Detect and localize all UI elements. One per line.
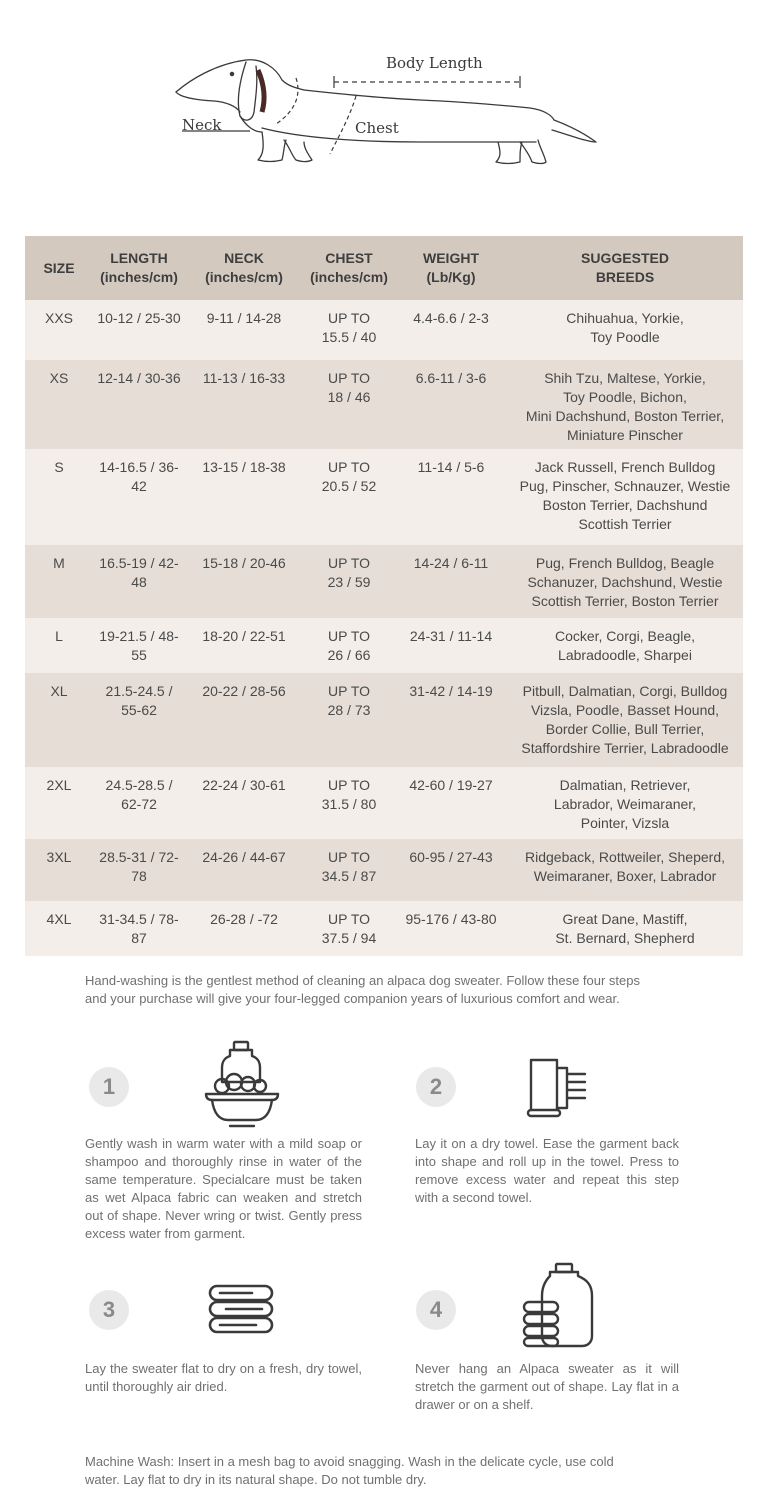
weight-cell: 6.6-11 / 3-6 xyxy=(395,360,507,449)
neck-cell: 11-13 / 16-33 xyxy=(185,360,303,449)
breeds-cell: Chihuahua, Yorkie, Toy Poodle xyxy=(507,300,743,360)
header-neck: NECK (inches/cm) xyxy=(185,236,303,300)
breeds-cell: Shih Tzu, Maltese, Yorkie, Toy Poodle, Bichon, Mini Dachshund, Boston Terrier, Miniature Pinscher xyxy=(507,360,743,449)
weight-cell: 4.4-6.6 / 2-3 xyxy=(395,300,507,360)
measurement-diagram xyxy=(0,0,768,200)
length-cell: 16.5-19 / 42-48 xyxy=(93,545,185,618)
breeds-cell: Ridgeback, Rottweiler, Sheperd, Weimaraner, Boxer, Labrador xyxy=(507,839,743,901)
length-cell: 28.5-31 / 72-78 xyxy=(93,839,185,901)
chest-cell: UP TO 23 / 59 xyxy=(303,545,395,618)
weight-cell: 31-42 / 14-19 xyxy=(395,673,507,767)
table-row xyxy=(25,449,743,545)
size-cell: S xyxy=(25,449,93,545)
table-row xyxy=(25,901,743,956)
weight-cell: 11-14 / 5-6 xyxy=(395,449,507,545)
table-row xyxy=(25,767,743,839)
table-row xyxy=(25,673,743,767)
chest-cell: UP TO 26 / 66 xyxy=(303,618,395,673)
chest-cell: UP TO 20.5 / 52 xyxy=(303,449,395,545)
neck-label: Neck xyxy=(182,116,222,134)
bottle-stack-icon xyxy=(520,1262,596,1348)
table-row xyxy=(25,618,743,673)
breeds-cell: Pug, French Bulldog, Beagle Schanuzer, Dachshund, Westie Scottish Terrier, Boston Terrier xyxy=(507,545,743,618)
size-cell: XXS xyxy=(25,300,93,360)
size-cell: XS xyxy=(25,360,93,449)
breeds-cell: Jack Russell, French Bulldog Pug, Pinscher, Schnauzer, Westie Boston Terrier, Dachshund Scottish Terrier xyxy=(507,449,743,545)
step-1-number: 1 xyxy=(89,1067,129,1107)
size-cell: 2XL xyxy=(25,767,93,839)
header-weight: WEIGHT (Lb/Kg) xyxy=(395,236,507,300)
header-breeds: SUGGESTED BREEDS xyxy=(507,236,743,300)
length-cell: 14-16.5 / 36-42 xyxy=(93,449,185,545)
size-cell: L xyxy=(25,618,93,673)
step-1-text: Gently wash in warm water with a mild soap or shampoo and thoroughly rinse in water of the same temperature. Specialcare must be taken as wet Alpaca fabric can weaken and stretch out of shape. Never wring or twist. Gently press excess water from garment. xyxy=(85,1136,362,1241)
dachshund-illustration xyxy=(0,0,768,200)
chest-cell: UP TO 28 / 73 xyxy=(303,673,395,767)
weight-cell: 95-176 / 43-80 xyxy=(395,901,507,956)
step-4-number: 4 xyxy=(416,1290,456,1330)
chest-cell: UP TO 31.5 / 80 xyxy=(303,767,395,839)
weight-cell: 24-31 / 11-14 xyxy=(395,618,507,673)
wash-basin-icon xyxy=(200,1040,284,1128)
length-cell: 31-34.5 / 78-87 xyxy=(93,901,185,956)
neck-cell: 9-11 / 14-28 xyxy=(185,300,303,360)
length-cell: 24.5-28.5 / 62-72 xyxy=(93,767,185,839)
rolled-towel-icon xyxy=(525,1056,589,1118)
header-row xyxy=(25,236,743,300)
header-size: SIZE xyxy=(25,236,93,300)
length-cell: 19-21.5 / 48-55 xyxy=(93,618,185,673)
body-length-label: Body Length xyxy=(386,54,483,72)
chest-cell: UP TO 37.5 / 94 xyxy=(303,901,395,956)
size-chart-table xyxy=(25,236,743,956)
neck-cell: 20-22 / 28-56 xyxy=(185,673,303,767)
step-3-text: Lay the sweater flat to dry on a fresh, dry towel, until thoroughly air dried. xyxy=(85,1361,362,1394)
weight-cell: 60-95 / 27-43 xyxy=(395,839,507,901)
step-4-text: Never hang an Alpaca sweater as it will stretch the garment out of shape. Lay flat in a drawer or on a shelf. xyxy=(415,1361,679,1412)
neck-cell: 26-28 / -72 xyxy=(185,901,303,956)
care-intro: Hand-washing is the gentlest method of cleaning an alpaca dog sweater. Follow these four steps and your purchase will give your four-legged companion years of luxurious comfort and wear. xyxy=(85,973,641,1006)
breeds-cell: Dalmatian, Retriever, Labrador, Weimaraner, Pointer, Vizsla xyxy=(507,767,743,839)
machine-wash-note: Machine Wash: Insert in a mesh bag to avoid snagging. Wash in the delicate cycle, use cold water. Lay flat to dry in its natural shape. Do not tumble dry. xyxy=(85,1454,614,1487)
size-cell: XL xyxy=(25,673,93,767)
breeds-cell: Pitbull, Dalmatian, Corgi, Bulldog Vizsla, Poodle, Basset Hound, Border Collie, Bull Terrier, Staffordshire Terrier, Labradoodle xyxy=(507,673,743,767)
size-chart-body xyxy=(25,300,743,956)
folded-stack-icon xyxy=(206,1282,276,1338)
length-cell: 12-14 / 30-36 xyxy=(93,360,185,449)
neck-cell: 22-24 / 30-61 xyxy=(185,767,303,839)
neck-cell: 15-18 / 20-46 xyxy=(185,545,303,618)
step-3-number: 3 xyxy=(89,1290,129,1330)
size-cell: 3XL xyxy=(25,839,93,901)
chest-cell: UP TO 34.5 / 87 xyxy=(303,839,395,901)
table-row xyxy=(25,839,743,901)
neck-cell: 13-15 / 18-38 xyxy=(185,449,303,545)
size-chart-header xyxy=(25,236,743,300)
step-2-text: Lay it on a dry towel. Ease the garment back into shape and roll up in the towel. Press to remove excess water and repeat this step with a second towel. xyxy=(415,1136,679,1205)
size-cell: M xyxy=(25,545,93,618)
length-cell: 10-12 / 25-30 xyxy=(93,300,185,360)
weight-cell: 14-24 / 6-11 xyxy=(395,545,507,618)
table-row xyxy=(25,360,743,449)
chest-cell: UP TO 15.5 / 40 xyxy=(303,300,395,360)
neck-cell: 18-20 / 22-51 xyxy=(185,618,303,673)
header-chest: CHEST (inches/cm) xyxy=(303,236,395,300)
breeds-cell: Great Dane, Mastiff, St. Bernard, Shepherd xyxy=(507,901,743,956)
table-row xyxy=(25,300,743,360)
header-length: LENGTH (inches/cm) xyxy=(93,236,185,300)
chest-cell: UP TO 18 / 46 xyxy=(303,360,395,449)
chest-label: Chest xyxy=(355,119,399,137)
breeds-cell: Cocker, Corgi, Beagle, Labradoodle, Sharpei xyxy=(507,618,743,673)
length-cell: 21.5-24.5 / 55-62 xyxy=(93,673,185,767)
step-2-number: 2 xyxy=(416,1067,456,1107)
neck-cell: 24-26 / 44-67 xyxy=(185,839,303,901)
table-row xyxy=(25,545,743,618)
size-cell: 4XL xyxy=(25,901,93,956)
weight-cell: 42-60 / 19-27 xyxy=(395,767,507,839)
